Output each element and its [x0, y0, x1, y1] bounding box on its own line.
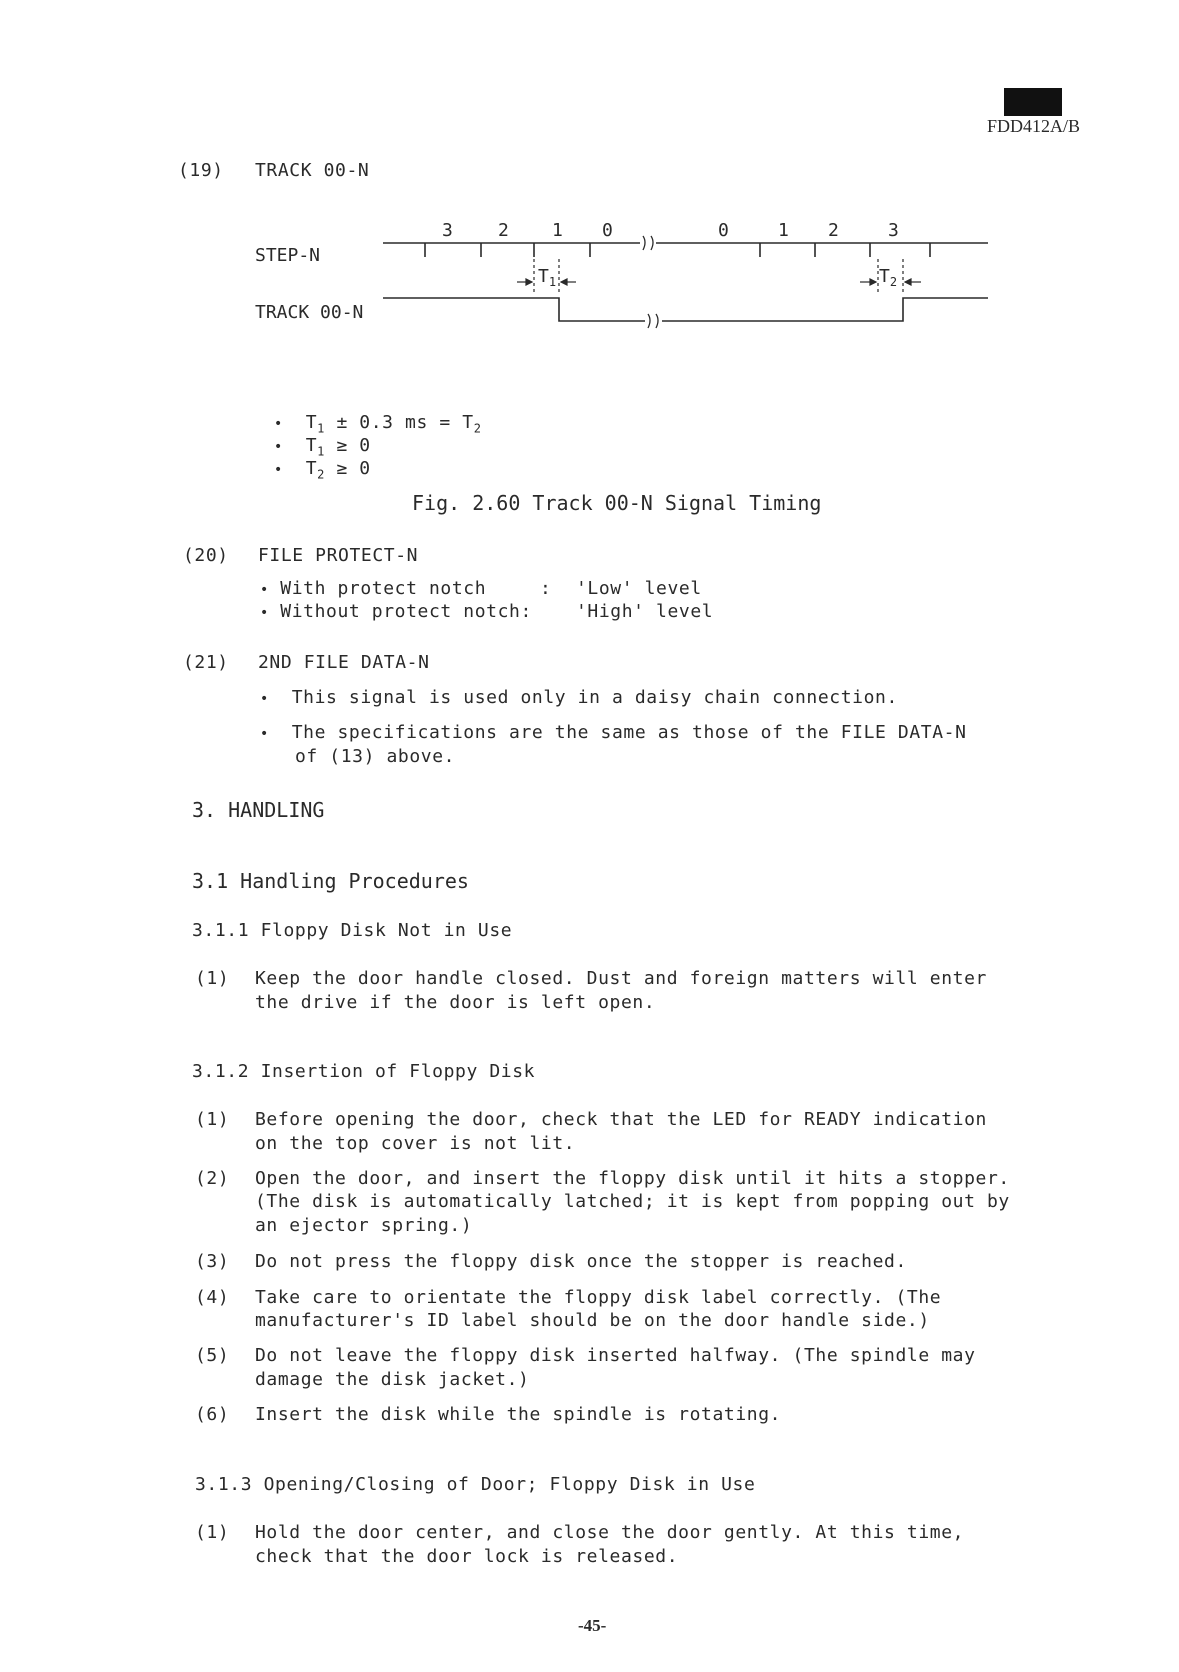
break-mark-step — [643, 236, 653, 250]
track-00-n-label: TRACK 00-N — [255, 302, 364, 323]
item-number: (1) — [195, 968, 230, 989]
item-text: Keep the door handle closed. Dust and foreign matters will enter — [255, 968, 987, 989]
step-number: 0 — [602, 220, 613, 241]
figure-caption: Fig. 2.60 Track 00-N Signal Timing — [412, 491, 822, 515]
item-text: Do not leave the floppy disk inserted halfway. (The spindle may — [255, 1345, 976, 1366]
step-number: 1 — [552, 220, 563, 241]
step-number: 2 — [828, 220, 839, 241]
section-heading-handling: 3. HANDLING — [192, 798, 325, 822]
step-number: 3 — [888, 220, 899, 241]
bullet: • — [260, 605, 269, 621]
sec20-separator: : — [540, 578, 552, 599]
sec20-value: 'High' level — [576, 601, 714, 622]
step-number: 0 — [718, 220, 729, 241]
item-text: manufacturer's ID label should be on the door handle side.) — [255, 1310, 930, 1331]
condition-2: • $T_1 \ge 0$ — [274, 435, 371, 459]
item-number: (6) — [195, 1404, 230, 1425]
step-number: 3 — [442, 220, 453, 241]
item-number: (1) — [195, 1109, 230, 1130]
bullet: • — [260, 582, 269, 598]
item-text: (The disk is automatically latched; it is kept from popping out by — [255, 1191, 1010, 1212]
item-text: Open the door, and insert the floppy disk until it hits a stopper. — [255, 1168, 1010, 1189]
sec21-title: 2ND FILE DATA-N — [258, 652, 430, 673]
item-number: (3) — [195, 1251, 230, 1272]
step-number: 1 — [778, 220, 789, 241]
item-text: Before opening the door, check that the LED for READY indication — [255, 1109, 987, 1130]
item-number: (5) — [195, 1345, 230, 1366]
timing-diagram — [0, 0, 1179, 360]
subsection-heading-3-1: 3.1 Handling Procedures — [192, 869, 469, 893]
item-text: an ejector spring.) — [255, 1215, 473, 1236]
bullet: • — [274, 416, 283, 432]
item-text: Do not press the floppy disk once the stopper is reached. — [255, 1251, 907, 1272]
sec21-bullet-1: • This signal is used only in a daisy chain connection. — [260, 687, 898, 708]
t1-label: $T_1$ — [538, 266, 557, 289]
sec20-number: (20) — [183, 545, 229, 566]
page-number: -45- — [578, 1616, 607, 1635]
step-n-label: STEP-N — [255, 245, 321, 266]
bullet: • — [260, 726, 269, 742]
sec20-row: • With protect notch — [260, 578, 487, 599]
sec21-bullet-2-cont: of (13) above. — [295, 746, 456, 767]
item-number: (4) — [195, 1287, 230, 1308]
sec21-bullet-2: • The specifications are the same as those of the FILE DATA-N — [260, 722, 967, 743]
condition-1: • $T_1 \pm 0.3$ ms = $T_2$ — [274, 412, 482, 436]
sec19-number: (19) — [178, 160, 224, 181]
item-text: Take care to orientate the floppy disk label correctly. (The — [255, 1287, 942, 1308]
bullet: • — [274, 462, 283, 478]
subsubsection-heading-3-1-2: 3.1.2 Insertion of Floppy Disk — [192, 1061, 536, 1082]
bullet: • — [260, 691, 269, 707]
item-text: check that the door lock is released. — [255, 1546, 679, 1567]
item-text: the drive if the door is left open. — [255, 992, 656, 1013]
sec20-value: 'Low' level — [576, 578, 702, 599]
model-number: FDD412A/B — [987, 116, 1081, 136]
subsubsection-heading-3-1-1: 3.1.1 Floppy Disk Not in Use — [192, 920, 513, 941]
break-mark-track — [648, 314, 658, 328]
subsubsection-heading-3-1-3: 3.1.3 Opening/Closing of Door; Floppy Disk in Use — [195, 1474, 756, 1495]
item-number: (1) — [195, 1522, 230, 1543]
step-n-waveform — [383, 243, 988, 257]
sec20-title: FILE PROTECT-N — [258, 545, 419, 566]
bullet: • — [274, 439, 283, 455]
sec21-number: (21) — [183, 652, 229, 673]
item-text: on the top cover is not lit. — [255, 1133, 576, 1154]
item-text: damage the disk jacket.) — [255, 1369, 530, 1390]
item-number: (2) — [195, 1168, 230, 1189]
item-text: Hold the door center, and close the door gently. At this time, — [255, 1522, 965, 1543]
sec20-row: • Without protect notch: — [260, 601, 532, 622]
t2-label: $T_2$ — [879, 266, 898, 289]
track-00-n-waveform — [383, 298, 988, 321]
sec19-title: TRACK 00-N — [255, 160, 370, 181]
step-number: 2 — [498, 220, 509, 241]
item-text: Insert the disk while the spindle is rotating. — [255, 1404, 782, 1425]
condition-3: • $T_2 \ge 0$ — [274, 458, 371, 482]
